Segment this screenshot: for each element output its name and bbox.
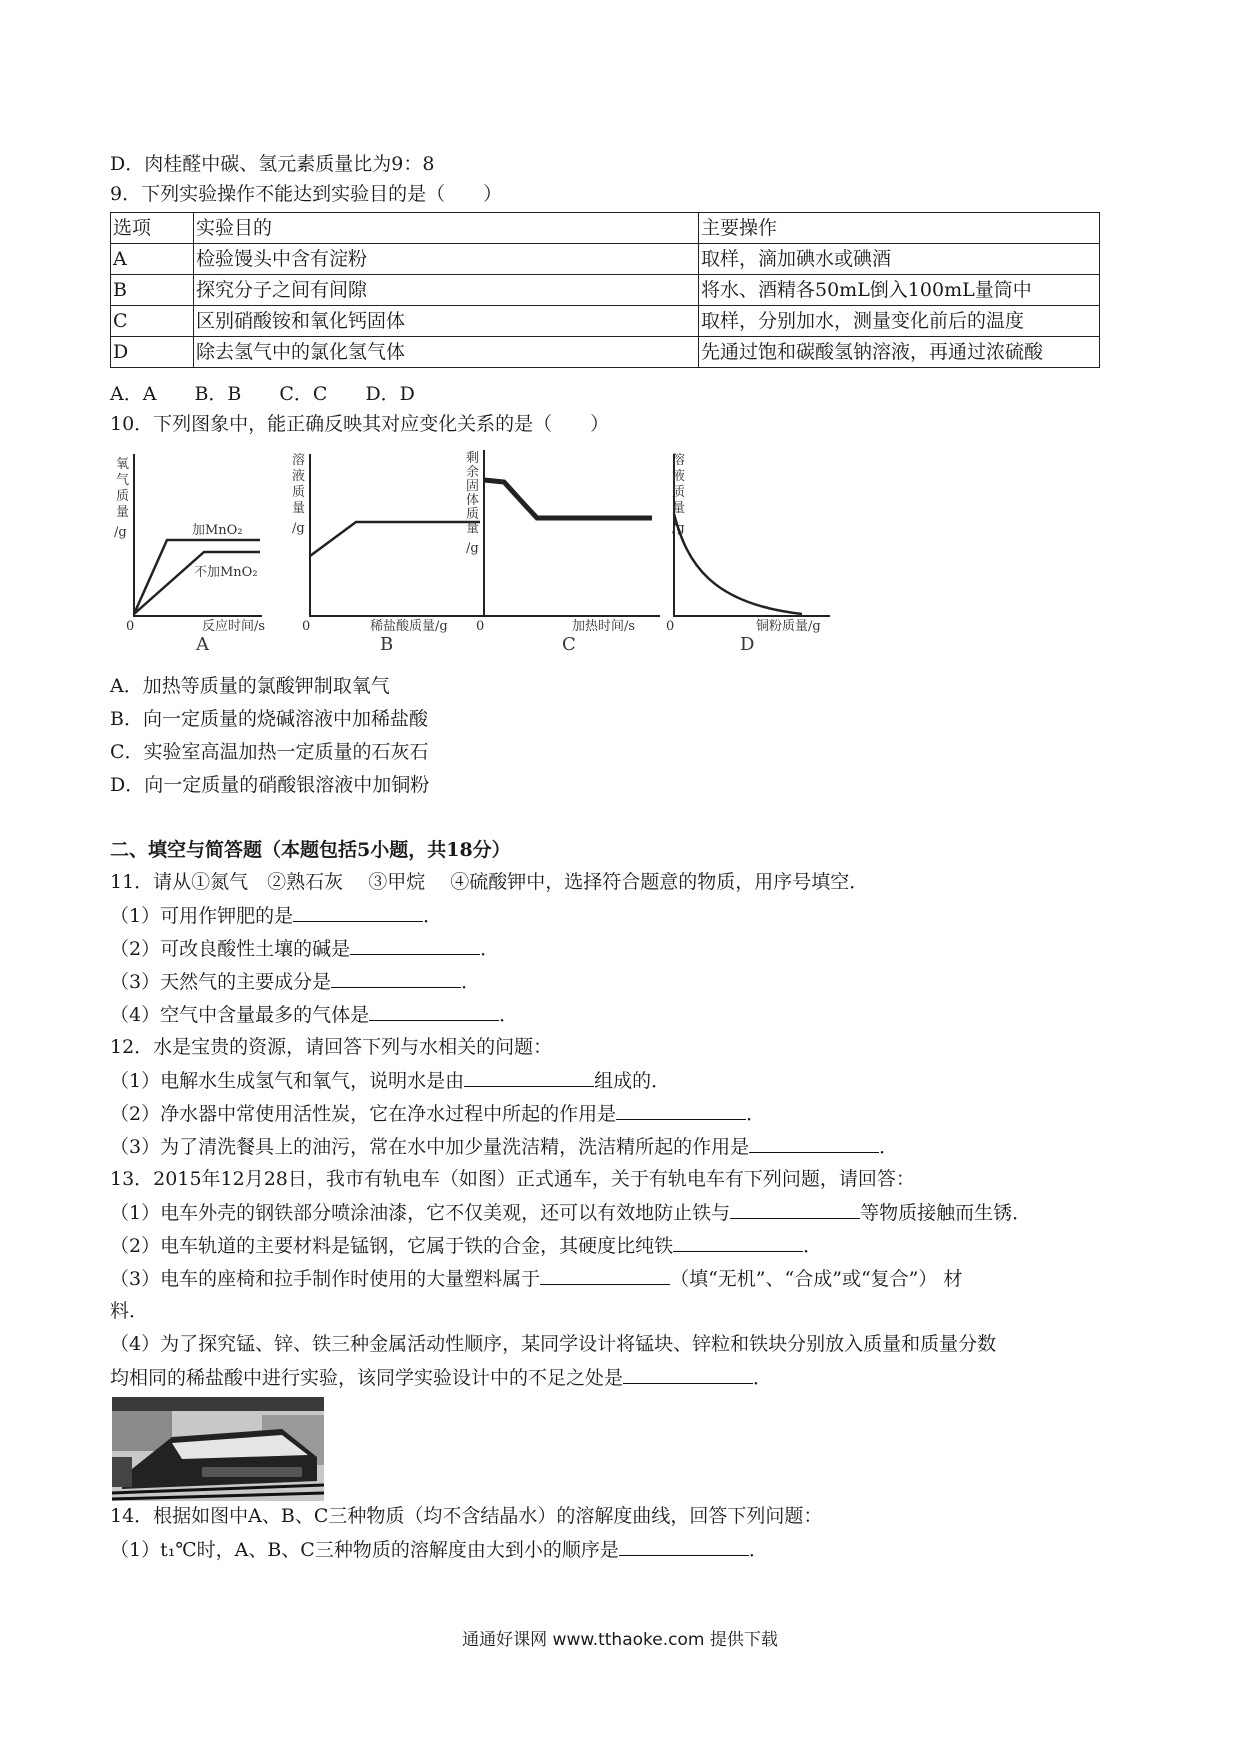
chart-c-xlabel: 加热时间/s: [572, 619, 636, 634]
q13-item-4: （4）为了探究锰、锌、铁三种金属活动性顺序，某同学设计将锰块、锌粒和铁块分别放入质量和质量分数: [110, 1333, 997, 1355]
chart-d-axes: [674, 454, 830, 616]
q11-item-1: （1）可用作钾肥的是 ．: [110, 905, 443, 927]
answer-blank[interactable]: [369, 1002, 499, 1021]
q11-item-2: （2）可改良酸性土壤的碱是 ．: [110, 938, 500, 960]
q11-stem: 11．请从①氮气 ②熟石灰 ③甲烷 ④硫酸钾中，选择符合题意的物质，用序号填空．: [110, 871, 869, 893]
q12-stem: 12．水是宝贵的资源，请回答下列与水相关的问题：: [110, 1036, 553, 1058]
chart-a-ylabel-1: 氧: [116, 457, 130, 472]
chart-b-curve: [310, 522, 480, 556]
chart-c-axes: [484, 450, 660, 616]
answer-blank[interactable]: [673, 1233, 803, 1252]
table-cell: B: [111, 275, 194, 306]
section-2-title: 二、填空与简答题（本题包括5小题，共18分）: [110, 839, 511, 861]
table-cell: 取样，分别加水，测量变化前后的温度: [699, 306, 1100, 337]
q9-table: [110, 212, 1100, 368]
table-cell: D: [111, 337, 194, 368]
answer-blank[interactable]: [619, 1537, 749, 1556]
chart-b-ylabel-2: 液: [292, 469, 306, 484]
answer-blank[interactable]: [331, 969, 461, 988]
q13-item-4-cont: 均相同的稀盐酸中进行实验，该同学实验设计中的不足之处是 ．: [110, 1367, 773, 1389]
tram-photo: [112, 1397, 324, 1501]
chart-d: [652, 444, 832, 654]
q10-stem: 10．下列图象中，能正确反映其对应变化关系的是（ ）: [110, 413, 610, 435]
q11-item-3: （3）天然气的主要成分是 ．: [110, 971, 481, 993]
chart-a-ylabel-5: /g: [114, 525, 127, 540]
chart-d-ylabel-3: 质: [672, 485, 686, 500]
table-header: 实验目的: [194, 213, 699, 244]
q10-option-c: C．实验室高温加热一定质量的石灰石: [110, 741, 429, 763]
chart-c-ylabel-4: 体: [466, 493, 480, 508]
table-header: 主要操作: [699, 213, 1100, 244]
chart-c-ylabel-5: 质: [466, 507, 480, 522]
answer-blank[interactable]: [350, 936, 480, 955]
chart-a-xlabel: 反应时间/s: [202, 619, 266, 634]
q12-item-1: （1）电解水生成氢气和氧气，说明水是由 组成的．: [110, 1070, 671, 1092]
chart-c-ylabel-2: 余: [466, 465, 480, 480]
table-cell: 探究分子之间有间隙: [194, 275, 699, 306]
answer-blank[interactable]: [730, 1200, 860, 1219]
chart-d-caption: D: [740, 634, 755, 654]
table-cell: 先通过饱和碳酸氢钠溶液，再通过浓硫酸: [699, 337, 1100, 368]
chart-c-curve: [484, 480, 652, 518]
table-header-row: [111, 213, 1100, 244]
chart-c: [462, 444, 662, 654]
q11-item-4: （4）空气中含量最多的气体是 ．: [110, 1004, 519, 1026]
table-cell: 取样，滴加碘水或碘酒: [699, 244, 1100, 275]
chart-c-ylabel-3: 固: [466, 479, 480, 494]
q14-item-1: （1）t₁℃时，A、B、C三种物质的溶解度由大到小的顺序是 ．: [110, 1539, 768, 1561]
table-row: [111, 244, 1100, 275]
chart-a-curve2-label: 不加MnO₂: [194, 565, 258, 580]
q10-option-a: A．加热等质量的氯酸钾制取氧气: [110, 675, 390, 697]
table-cell: 检验馒头中含有淀粉: [194, 244, 699, 275]
q14-stem: 14．根据如图中A、B、C三种物质（均不含结晶水）的溶解度曲线，回答下列问题：: [110, 1505, 823, 1527]
answer-blank[interactable]: [293, 903, 423, 922]
chart-d-ylabel-4: 量: [672, 501, 686, 516]
table-row: [111, 337, 1100, 368]
table-cell: A: [111, 244, 194, 275]
table-row: [111, 306, 1100, 337]
table-cell: 除去氢气中的氯化氢气体: [194, 337, 699, 368]
answer-blank[interactable]: [616, 1101, 746, 1120]
chart-b-ylabel-1: 溶: [292, 453, 306, 468]
chart-b-ylabel-4: 量: [292, 501, 306, 516]
chart-c-caption: C: [562, 634, 576, 654]
chart-a-ylabel-3: 质: [116, 489, 130, 504]
q10-option-b: B．向一定质量的烧碱溶液中加稀盐酸: [110, 708, 428, 730]
chart-a-curve-without-catalyst: [134, 552, 260, 614]
chart-d-ylabel-5: /g: [672, 521, 685, 536]
chart-d-ylabel-1: 溶: [672, 453, 686, 468]
chart-b-caption: B: [380, 634, 394, 654]
chart-c-ylabel-6: 量: [466, 521, 480, 536]
page-footer: 通通好课网 www.tthaoke.com 提供下载: [462, 1630, 778, 1650]
q10-option-d: D．向一定质量的硝酸银溶液中加铜粉: [110, 774, 430, 796]
chart-d-ylabel-2: 液: [672, 469, 686, 484]
q9-choices: A．A B．B C．C D．D: [110, 383, 415, 405]
q13-item-3-cont: 料．: [110, 1300, 149, 1322]
chart-a-ylabel-4: 量: [116, 505, 130, 520]
answer-blank[interactable]: [540, 1266, 670, 1285]
chart-c-origin: 0: [476, 619, 485, 634]
table-cell: 区别硝酸铵和氧化钙固体: [194, 306, 699, 337]
chart-c-ylabel-7: /g: [466, 541, 479, 556]
answer-blank[interactable]: [749, 1134, 879, 1153]
q12-item-3: （3）为了清洗餐具上的油污，常在水中加少量洗洁精，洗洁精所起的作用是 ．: [110, 1136, 899, 1158]
table-row: [111, 275, 1100, 306]
chart-a: [112, 444, 280, 654]
chart-d-curve: [674, 514, 802, 614]
table-cell: C: [111, 306, 194, 337]
table-cell: 将水、酒精各50mL倒入100mL量筒中: [699, 275, 1100, 306]
q12-item-2: （2）净水器中常使用活性炭，它在净水过程中所起的作用是 ．: [110, 1103, 766, 1125]
q13-item-1: （1）电车外壳的钢铁部分喷涂油漆，它不仅美观，还可以有效地防止铁与 等物质接触而生锈．: [110, 1202, 1032, 1224]
chart-b-ylabel-5: /g: [292, 521, 305, 536]
chart-a-curve1-label: 加MnO₂: [192, 523, 243, 538]
chart-c-ylabel-1: 剩: [466, 451, 480, 466]
chart-a-ylabel-2: 气: [116, 473, 130, 488]
q13-item-2: （2）电车轨道的主要材料是锰钢，它属于铁的合金，其硬度比纯铁 ．: [110, 1235, 823, 1257]
chart-b-origin: 0: [302, 619, 311, 634]
answer-blank[interactable]: [464, 1068, 594, 1087]
chart-d-xlabel: 铜粉质量/g: [756, 619, 821, 634]
chart-b-axes: [310, 454, 485, 616]
table-header: 选项: [111, 213, 194, 244]
q13-stem: 13．2015年12月28日，我市有轨电车（如图）正式通车，关于有轨电车有下列问题，请回答：: [110, 1168, 915, 1190]
chart-b-ylabel-3: 质: [292, 485, 306, 500]
q13-item-3: （3）电车的座椅和拉手制作时使用的大量塑料属于 （填“无机”、“合成”或“复合”） 材: [110, 1268, 963, 1290]
q8-option-d: D．肉桂醛中碳、氢元素质量比为9：8: [110, 153, 435, 175]
q9-stem: 9．下列实验操作不能达到实验目的是（ ）: [110, 183, 503, 205]
chart-a-origin: 0: [126, 619, 135, 634]
answer-blank[interactable]: [623, 1365, 753, 1384]
chart-b: [290, 444, 490, 654]
chart-d-origin: 0: [666, 619, 675, 634]
chart-a-caption: A: [196, 634, 209, 654]
chart-b-xlabel: 稀盐酸质量/g: [370, 619, 448, 634]
